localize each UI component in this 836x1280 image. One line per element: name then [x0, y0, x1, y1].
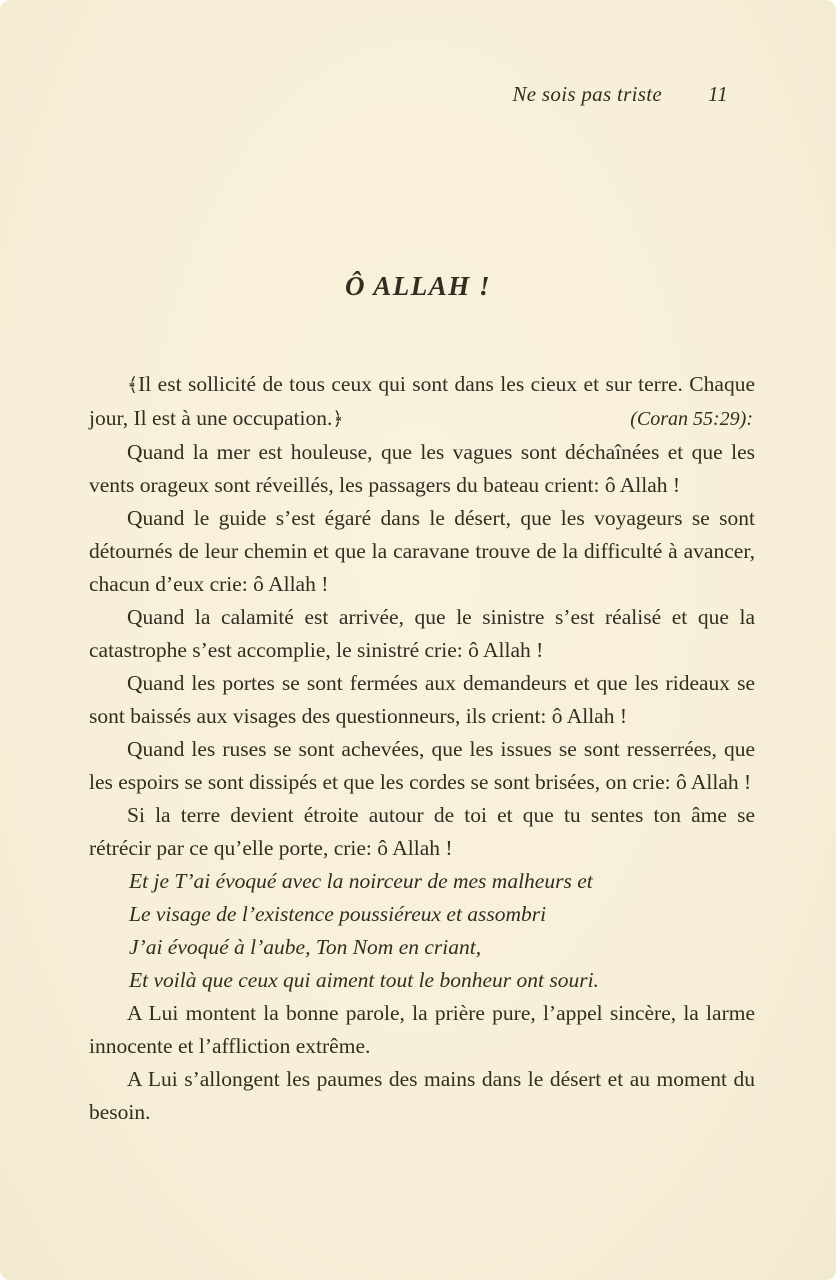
body-paragraph: Quand la mer est houleuse, que les vagues sont déchaînées et que les vents orageux sont réveillés, les passagers du bateau crient: ô Allah !: [89, 440, 755, 497]
body-paragraph: Quand les portes se sont fermées aux demandeurs et que les rideaux se sont baissés aux visages des questionneurs, ils crient: ô Allah !: [89, 671, 755, 728]
body-paragraph: Quand les ruses se sont achevées, que les issues se sont resserrées, que les espoirs se sont dissipés et que les cordes se sont brisées, on crie: ô Allah !: [89, 737, 755, 794]
quote-open-mark: ﴾: [127, 374, 139, 396]
body-paragraph: Quand le guide s’est égaré dans le désert, que les voyageurs se sont détournés de leur chemin et que la caravane trouve de la difficulté à avancer, chacun d’eux crie: ô Allah !: [89, 506, 755, 596]
quote-citation: (Coran 55:29):: [630, 408, 753, 430]
book-title: Ne sois pas triste: [512, 82, 662, 106]
verse-block: [89, 865, 755, 997]
running-header: [512, 82, 728, 107]
verse-line: Le visage de l’existence poussiéreux et assombri: [129, 902, 547, 926]
quote-close-mark: ﴿: [332, 408, 344, 430]
body-text: [89, 368, 755, 1129]
body-paragraph: Quand la calamité est arrivée, que le sinistre s’est réalisé et que la catastrophe s’est accomplie, le sinistré crie: ô Allah !: [89, 605, 755, 662]
verse-line: Et je T’ai évoqué avec la noirceur de mes malheurs et: [129, 869, 593, 893]
section-title: Ô ALLAH !: [344, 271, 491, 301]
quran-quote: [89, 368, 755, 436]
closing-paragraph: A Lui montent la bonne parole, la prière pure, l’appel sincère, la larme innocente et l’affliction extrême.: [89, 1001, 755, 1058]
closing-paragraph: A Lui s’allongent les paumes des mains dans le désert et au moment du besoin.: [89, 1067, 755, 1124]
page-number: 11: [707, 82, 728, 106]
body-paragraph: Si la terre devient étroite autour de toi et que tu sentes ton âme se rétrécir par ce qu’elle porte, crie: ô Allah !: [89, 803, 755, 860]
verse-line: J’ai évoqué à l’aube, Ton Nom en criant,: [129, 935, 482, 959]
verse-line: Et voilà que ceux qui aiment tout le bonheur ont souri.: [129, 968, 599, 992]
quote-text: Il est sollicité de tous ceux qui sont dans les cieux et sur terre. Chaque jour, Il est à une occupation.: [89, 372, 755, 430]
